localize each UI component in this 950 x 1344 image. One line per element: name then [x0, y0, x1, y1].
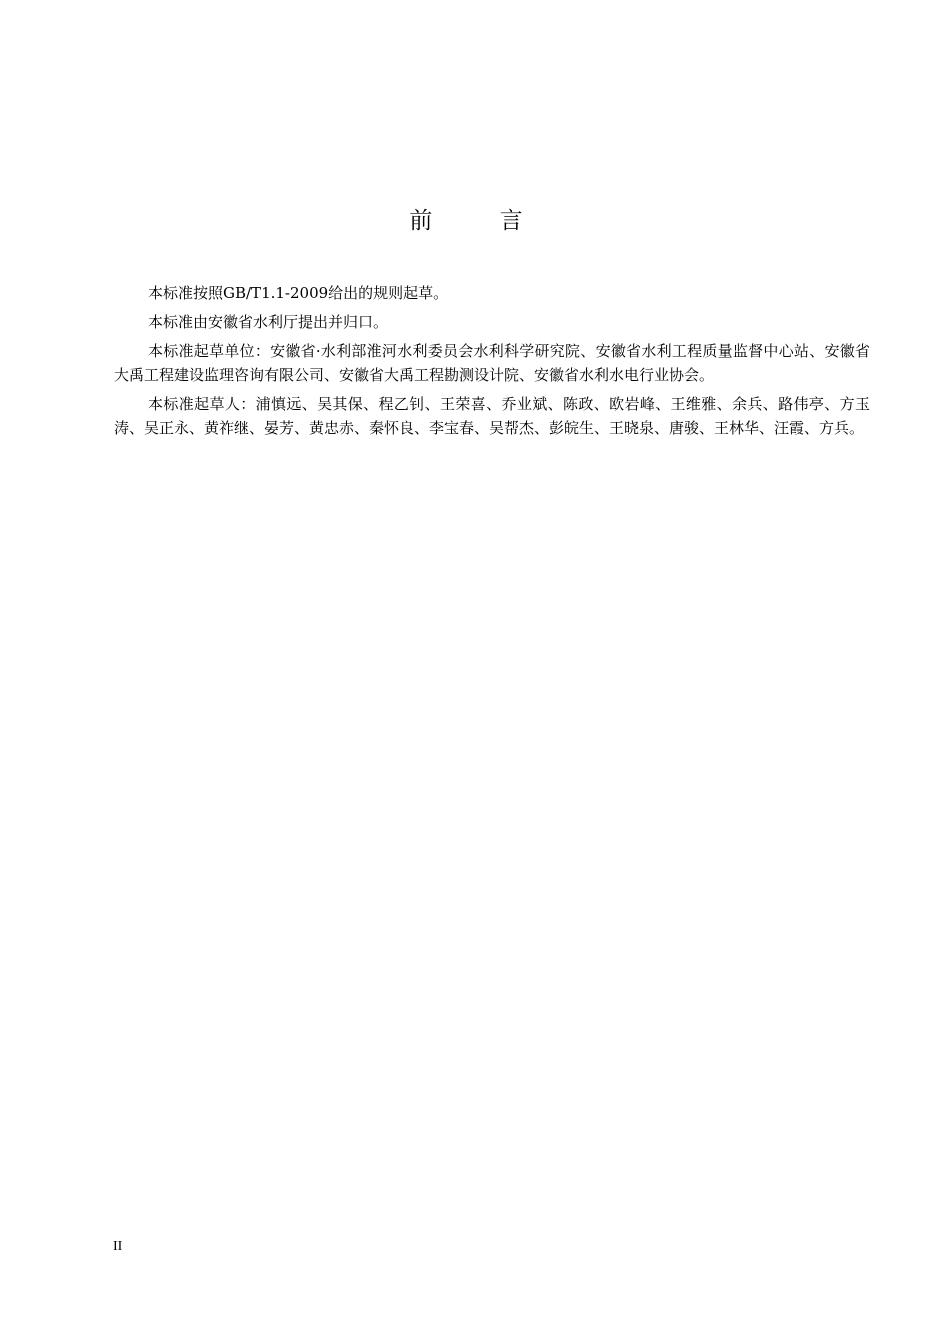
- page-number: II: [113, 1239, 123, 1254]
- page-title: 前 言: [409, 208, 553, 234]
- paragraph-drafters: 本标准起草人：浦慎远、吴其保、程乙钊、王荣喜、乔业斌、陈政、欧岩峰、王维雅、余兵、路伟亭、方玉涛、吴正永、黄祚继、晏芳、黄忠赤、秦怀良、李宝春、吴帮杰、彭皖生、王晓泉、唐骏、王林华、汪霞、方兵。: [114, 395, 870, 437]
- paragraph-drafting-units: 本标准起草单位：安徽省·水利部淮河水利委员会水利科学研究院、安徽省水利工程质量监督中心站、安徽省大禹工程建设监理咨询有限公司、安徽省大禹工程勘测设计院、安徽省水利水电行业协会。: [114, 342, 870, 384]
- paragraph-drafting-rules: 本标准按照GB/T1.1-2009给出的规则起草。: [148, 284, 449, 302]
- foreword-body: [114, 281, 870, 445]
- paragraph-proposer: 本标准由安徽省水利厅提出并归口。: [148, 313, 389, 331]
